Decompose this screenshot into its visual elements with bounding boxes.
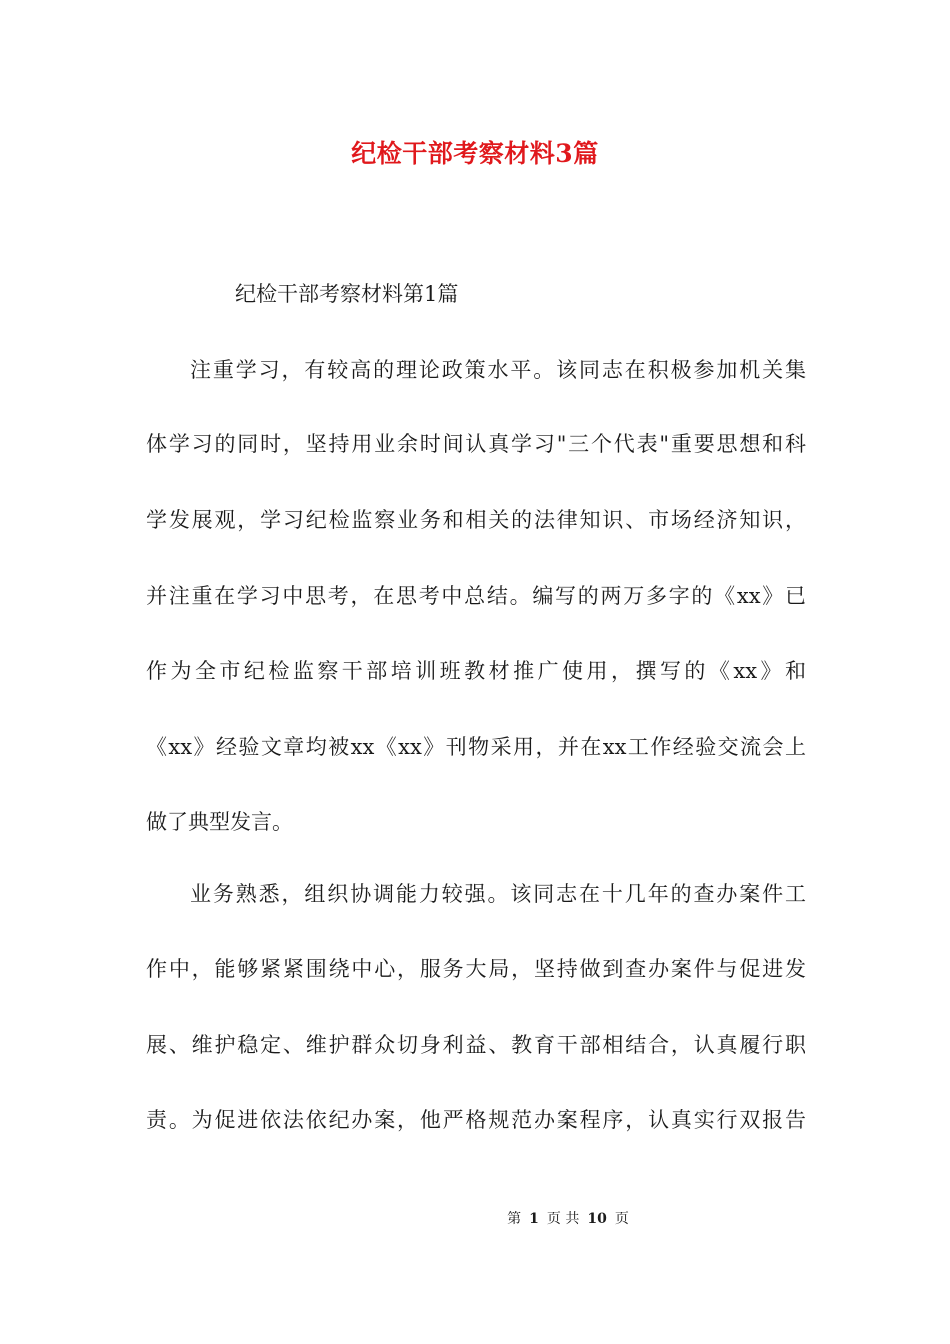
- paragraph-line: 业务熟悉，组织协调能力较强。该同志在十几年的查办案件工: [190, 882, 806, 906]
- footer-page-number: 1: [529, 1211, 539, 1227]
- paragraph-line: 《xx》经验文章均被xx《xx》刊物采用，并在xx工作经验交流会上: [146, 735, 806, 759]
- footer-total-pages: 10: [587, 1211, 607, 1227]
- document-title: 纪检干部考察材料3篇: [351, 139, 599, 168]
- paragraph-line: 作为全市纪检监察干部培训班教材推广使用，撰写的《xx》和: [146, 659, 806, 683]
- paragraph-line: 做了典型发言。: [146, 810, 293, 834]
- page-footer: [0, 1208, 950, 1230]
- paragraph-line: 作中，能够紧紧围绕中心，服务大局，坚持做到查办案件与促进发: [146, 957, 806, 981]
- footer-prefix: 第: [507, 1211, 522, 1227]
- paragraph-line: 体学习的同时，坚持用业余时间认真学习"三个代表"重要思想和科: [146, 432, 806, 456]
- paragraph-line: 并注重在学习中思考，在思考中总结。编写的两万多字的《xx》已: [146, 584, 806, 608]
- section-heading: 纪检干部考察材料第1篇: [235, 282, 459, 306]
- footer-middle: 页 共: [546, 1211, 580, 1227]
- paragraph-line: 责。为促进依法依纪办案，他严格规范办案程序，认真实行双报告: [146, 1108, 806, 1132]
- paragraph-line: 注重学习，有较高的理论政策水平。该同志在积极参加机关集: [190, 358, 806, 382]
- paragraph-line: 学发展观，学习纪检监察业务和相关的法律知识、市场经济知识，: [146, 508, 806, 532]
- paragraph-line: 展、维护稳定、维护群众切身利益、教育干部相结合，认真履行职: [146, 1033, 806, 1057]
- footer-suffix: 页: [614, 1211, 629, 1227]
